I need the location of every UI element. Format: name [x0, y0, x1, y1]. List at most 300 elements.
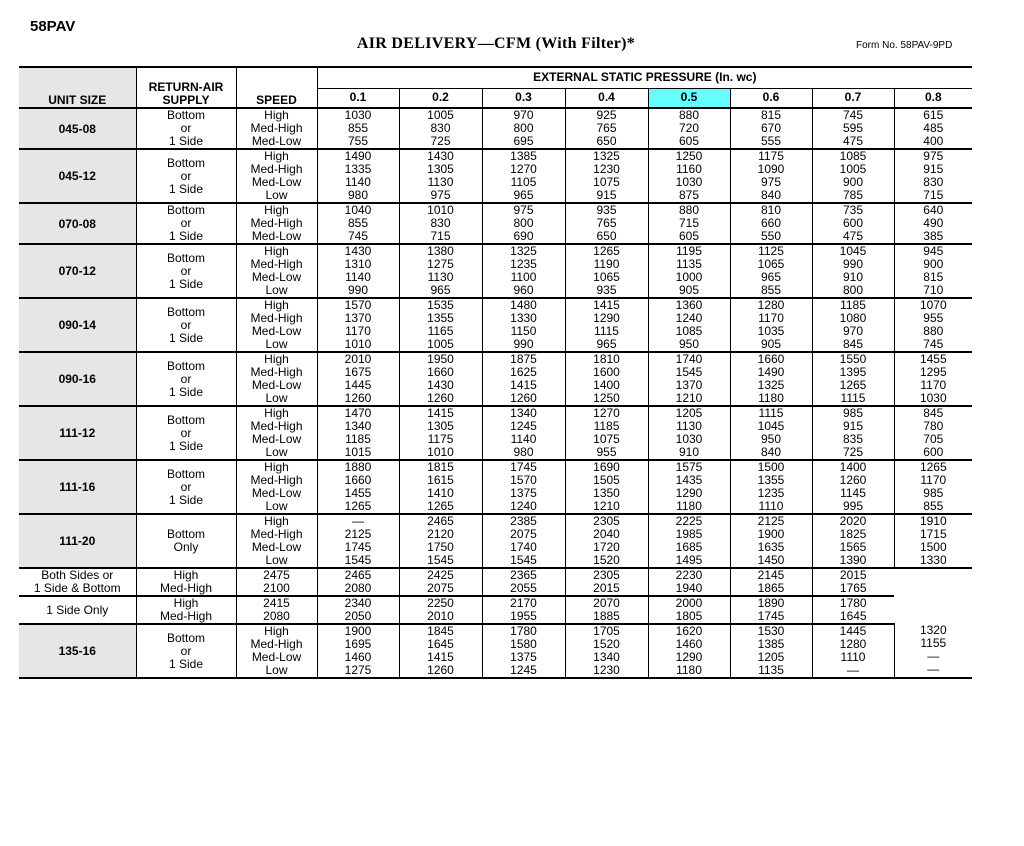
speed-label: Low [265, 445, 288, 459]
cfm-value: 1415 [427, 650, 454, 664]
cfm-value: 1235 [510, 257, 537, 271]
speed-label: Med-Low [251, 175, 302, 189]
table-row [19, 624, 972, 678]
speed-label: Low [265, 188, 288, 202]
cfm-value: 1040 [344, 203, 372, 217]
unit-row-block [19, 596, 972, 624]
cfm-value: 1045 [757, 419, 785, 433]
cfm-value: 800 [513, 216, 534, 230]
cfm-value: 1030 [675, 432, 703, 446]
speed-label: Med-Low [251, 134, 302, 148]
cfm-value: 1390 [839, 553, 867, 567]
cfm-cell [648, 406, 730, 460]
cfm-cell [399, 149, 482, 203]
return-air-line: or [180, 371, 192, 386]
cfm-value: 1250 [593, 391, 620, 405]
cfm-value: 1290 [675, 650, 703, 664]
table-row [19, 149, 972, 203]
cfm-value: 1310 [344, 257, 372, 271]
cfm-value: 1265 [344, 499, 372, 513]
cfm-value: 2305 [593, 514, 620, 528]
cfm-cell [565, 149, 648, 203]
cfm-cell [565, 568, 648, 596]
cfm-value: 2125 [757, 514, 785, 528]
return-air-line: Bottom [166, 527, 205, 541]
cfm-value: 2305 [593, 568, 620, 582]
unit-row-block [19, 460, 972, 514]
cfm-value: 1265 [839, 378, 867, 392]
cfm-value: 1265 [919, 460, 947, 474]
cfm-value: 970 [513, 108, 534, 122]
cfm-value: 725 [430, 134, 451, 148]
speed-cell [236, 203, 317, 244]
pressure-header: 0.1 [317, 88, 399, 108]
cfm-value: 1030 [675, 175, 703, 189]
speed-label: Med-High [250, 311, 303, 325]
cfm-cell [730, 352, 812, 406]
cfm-value: 1330 [510, 311, 537, 325]
cfm-value: 1660 [757, 352, 785, 366]
cfm-value: 880 [923, 324, 944, 338]
cfm-value: 1170 [345, 324, 371, 338]
cfm-value: 595 [842, 121, 864, 135]
cfm-value: 935 [596, 283, 617, 297]
cfm-cell [730, 514, 812, 568]
cfm-value: 990 [842, 257, 864, 271]
cfm-value: 755 [347, 134, 369, 148]
cfm-value: 1940 [675, 581, 703, 595]
cfm-value: 900 [923, 257, 944, 271]
cfm-cell [482, 624, 565, 678]
cfm-cell [730, 244, 812, 298]
cfm-value: 2055 [510, 581, 537, 595]
cfm-cell [894, 244, 972, 298]
return-air-line: 1 Side Only [46, 602, 109, 617]
cfm-value: 2230 [675, 568, 703, 582]
cfm-value: 1240 [510, 499, 537, 513]
table-row [19, 460, 972, 514]
pressure-header: 0.3 [482, 88, 565, 108]
cfm-value: 2145 [757, 568, 785, 582]
cfm-value: 990 [347, 283, 369, 297]
cfm-value: 1745 [344, 540, 372, 554]
cfm-value: 875 [678, 188, 700, 202]
cfm-value: 1270 [510, 162, 537, 176]
cfm-value: 735 [842, 203, 864, 217]
cfm-cell [236, 596, 317, 624]
cfm-value: 2385 [510, 514, 537, 528]
cfm-value: 1160 [676, 162, 702, 176]
cfm-cell [565, 596, 648, 624]
cfm-value: 1115 [758, 406, 784, 420]
cfm-value: 1185 [345, 432, 371, 446]
cfm-value: 1240 [675, 311, 703, 325]
cfm-value: 1875 [510, 352, 537, 366]
cfm-value: 1230 [593, 663, 620, 677]
speed-cell [236, 460, 317, 514]
cfm-value: 845 [923, 406, 944, 420]
cfm-value: 1150 [510, 324, 537, 338]
cfm-value: 1950 [427, 352, 454, 366]
cfm-value: 855 [923, 499, 944, 513]
cfm-cell [482, 244, 565, 298]
unit-size-cell: 090-14 [19, 298, 136, 352]
unit-size-cell: 111-16 [19, 460, 136, 514]
cfm-value: 905 [678, 283, 700, 297]
cfm-cell [812, 514, 894, 568]
cfm-value: 910 [842, 270, 864, 284]
cfm-value: 690 [513, 229, 534, 243]
cfm-value: 1360 [675, 298, 703, 312]
cfm-value: 965 [430, 283, 451, 297]
cfm-value: 1545 [344, 553, 372, 567]
cfm-value: 1105 [510, 175, 537, 189]
return-air-line: or [180, 216, 192, 230]
speed-cell [236, 298, 317, 352]
speed-header: SPEED [236, 67, 317, 108]
cfm-value: 1520 [593, 637, 620, 651]
cfm-cell [812, 624, 894, 678]
table-row [19, 352, 972, 406]
speed-label: Med-Low [251, 324, 302, 338]
cfm-cell [236, 568, 317, 596]
cfm-value: 1000 [675, 270, 703, 284]
table-row [19, 298, 972, 352]
cfm-value: 1090 [757, 162, 785, 176]
cfm-cell [648, 352, 730, 406]
cfm-value: 800 [513, 121, 534, 135]
cfm-value: 1740 [510, 540, 537, 554]
speed-label: High [264, 460, 289, 474]
cfm-cell [730, 149, 812, 203]
speed-label: Med-High [250, 419, 303, 433]
return-air-header-line: SUPPLY [162, 93, 210, 107]
cfm-value: 490 [923, 216, 944, 230]
cfm-value: 1660 [344, 473, 372, 487]
speed-label: Low [265, 283, 288, 297]
cfm-value: 1030 [919, 391, 947, 405]
table-row [19, 514, 972, 568]
unit-size-cell: 135-16 [19, 624, 136, 678]
cfm-cell [317, 352, 399, 406]
return-air-header [136, 67, 236, 108]
cfm-value: 2050 [344, 609, 372, 623]
cfm-value: 400 [923, 134, 944, 148]
cfm-value: 1145 [840, 486, 866, 500]
cfm-value: 1660 [427, 365, 454, 379]
cfm-value: 840 [760, 445, 782, 459]
cfm-value: 2120 [427, 527, 454, 541]
cfm-value: 1180 [676, 663, 702, 677]
cfm-value: 605 [678, 229, 700, 243]
cfm-value: 1535 [427, 298, 454, 312]
cfm-cell [894, 624, 972, 678]
cfm-cell [730, 624, 812, 678]
cfm-value: 960 [513, 283, 534, 297]
cfm-value: 1470 [344, 406, 372, 420]
cfm-value: 1685 [675, 540, 703, 554]
cfm-value: 475 [842, 134, 864, 148]
cfm-value: 1720 [593, 540, 620, 554]
cfm-value: 2020 [839, 514, 867, 528]
return-air-cell [19, 568, 136, 596]
speed-cell [236, 244, 317, 298]
speed-label: Low [265, 663, 288, 677]
return-air-line: Bottom [166, 304, 205, 319]
speed-label: High [264, 298, 289, 312]
cfm-value: 1625 [510, 365, 537, 379]
return-air-line: Bottom [166, 412, 205, 427]
cfm-value: 1430 [427, 149, 454, 163]
cfm-cell [399, 406, 482, 460]
table-header [19, 67, 972, 108]
cfm-value: 1705 [593, 624, 620, 638]
cfm-value: 1900 [344, 624, 372, 638]
cfm-value: 2080 [344, 581, 372, 595]
cfm-value: 1400 [839, 460, 867, 474]
cfm-value: 1065 [757, 257, 785, 271]
cfm-value: 715 [430, 229, 451, 243]
cfm-cell [482, 352, 565, 406]
cfm-value: 975 [923, 149, 944, 163]
cfm-value: 1815 [427, 460, 454, 474]
cfm-value: 945 [923, 244, 944, 258]
cfm-value: 2015 [839, 568, 867, 582]
cfm-cell [482, 514, 565, 568]
cfm-value: 1545 [675, 365, 703, 379]
cfm-value: 1885 [593, 609, 620, 623]
unit-row-block [19, 406, 972, 460]
cfm-value: 1155 [920, 636, 947, 650]
cfm-cell [482, 460, 565, 514]
cfm-value: 2415 [263, 596, 290, 610]
return-air-cell [136, 149, 236, 203]
cfm-value: 935 [596, 203, 617, 217]
cfm-value: 1260 [427, 663, 454, 677]
cfm-cell [482, 149, 565, 203]
return-air-cell [136, 244, 236, 298]
return-air-line: 1 Side [168, 134, 204, 148]
unit-row-block [19, 514, 972, 568]
speed-label: Med-High [250, 216, 303, 230]
unit-size-cell: 070-12 [19, 244, 136, 298]
cfm-value: 1430 [427, 378, 454, 392]
cfm-value: 1435 [675, 473, 703, 487]
cfm-cell [812, 298, 894, 352]
cfm-value: 1110 [840, 650, 866, 664]
speed-label: Med-High [250, 527, 303, 541]
unit-row-block [19, 244, 972, 298]
cfm-value: 1455 [344, 486, 372, 500]
cfm-cell [399, 514, 482, 568]
cfm-value: 1070 [919, 298, 947, 312]
cfm-value: 1415 [427, 406, 454, 420]
unit-size-cell: 045-08 [19, 108, 136, 149]
cfm-cell [399, 568, 482, 596]
return-air-line: 1 Side [168, 492, 204, 507]
cfm-value: 1810 [593, 352, 620, 366]
cfm-cell [648, 624, 730, 678]
cfm-value: 1230 [593, 162, 620, 176]
cfm-value: 1275 [344, 663, 372, 677]
cfm-value: 1645 [427, 637, 454, 651]
cfm-value: 1100 [510, 270, 537, 284]
cfm-value: 1170 [920, 473, 947, 487]
return-air-line: Bottom [166, 155, 205, 170]
cfm-cell [648, 596, 730, 624]
pressure-header: 0.2 [399, 88, 482, 108]
cfm-value: 1250 [675, 149, 703, 163]
return-air-line: or [180, 168, 192, 183]
cfm-value: 1765 [839, 581, 867, 595]
table-row [19, 596, 972, 624]
cfm-value: 1780 [510, 624, 537, 638]
cfm-value: 1550 [839, 352, 867, 366]
return-air-cell [136, 298, 236, 352]
speed-cell [236, 108, 317, 149]
speed-label: Med-High [250, 365, 303, 379]
cfm-value: 1545 [427, 553, 454, 567]
pressure-header: 0.6 [730, 88, 812, 108]
speed-cell [236, 514, 317, 568]
cfm-value: 1205 [675, 406, 703, 420]
cfm-value: 855 [347, 216, 369, 230]
speed-label: High [264, 514, 289, 528]
cfm-value: 1135 [676, 257, 702, 271]
cfm-value: 950 [760, 432, 782, 446]
cfm-value: 975 [760, 175, 782, 189]
cfm-value: 985 [923, 486, 944, 500]
cfm-value: 1985 [675, 527, 703, 541]
return-air-line: Bottom [166, 358, 205, 373]
cfm-value: 715 [923, 188, 944, 202]
cfm-cell [482, 108, 565, 149]
cfm-value: 1375 [510, 486, 537, 500]
cfm-value: 1035 [757, 324, 785, 338]
cfm-cell [648, 298, 730, 352]
return-air-line: Both Sides or [41, 568, 114, 582]
cfm-value: 1130 [676, 419, 702, 433]
cfm-value: 2040 [593, 527, 620, 541]
cfm-cell [565, 624, 648, 678]
speed-cell [236, 149, 317, 203]
speed-label: Med-Low [251, 486, 302, 500]
cfm-value: 1115 [594, 324, 619, 338]
cfm-value: 1480 [510, 298, 537, 312]
cfm-cell [399, 460, 482, 514]
cfm-value: 1415 [510, 378, 537, 392]
speed-label: Low [265, 391, 288, 405]
cfm-value: 1380 [427, 244, 454, 258]
cfm-value: 1635 [757, 540, 785, 554]
cfm-value: 1430 [344, 244, 372, 258]
cfm-cell [648, 460, 730, 514]
cfm-cell [399, 596, 482, 624]
cfm-value: 2100 [263, 581, 290, 595]
cfm-cell [730, 203, 812, 244]
cfm-value: 745 [842, 108, 864, 122]
speed-label: Med-High [159, 581, 213, 595]
cfm-value: 855 [347, 121, 369, 135]
cfm-cell [812, 406, 894, 460]
speed-label: Med-Low [251, 378, 302, 392]
speed-label: Med-High [250, 121, 303, 135]
cfm-value: 1780 [839, 596, 867, 610]
cfm-value: 1385 [510, 149, 537, 163]
cfm-cell [565, 244, 648, 298]
unit-size-cell: 045-12 [19, 149, 136, 203]
cfm-value: 715 [678, 216, 700, 230]
cfm-cell [894, 298, 972, 352]
cfm-value: 1325 [593, 149, 620, 163]
unit-row-block [19, 108, 972, 149]
cfm-value: 1615 [427, 473, 454, 487]
cfm-cell [812, 568, 894, 596]
cfm-cell [317, 514, 399, 568]
cfm-cell [894, 149, 972, 203]
speed-label: High [264, 108, 289, 122]
cfm-cell [648, 149, 730, 203]
unit-size-cell: 090-16 [19, 352, 136, 406]
cfm-value: 1845 [427, 624, 454, 638]
cfm-value: 985 [842, 406, 864, 420]
cfm-value: 1580 [510, 637, 537, 651]
cfm-value: 1010 [427, 445, 454, 459]
return-air-line: Bottom [166, 250, 205, 265]
form-number: Form No. 58PAV-9PD [856, 40, 953, 51]
cfm-value: 1385 [757, 637, 785, 651]
cfm-cell [894, 108, 972, 149]
cfm-value: 1890 [757, 596, 785, 610]
cfm-value: 2465 [427, 514, 454, 528]
cfm-value: 555 [760, 134, 782, 148]
cfm-value: 1355 [757, 473, 785, 487]
cfm-cell [565, 406, 648, 460]
cfm-value: 1450 [757, 553, 785, 567]
cfm-value: 1740 [675, 352, 703, 366]
cfm-cell [399, 298, 482, 352]
unit-row-block [19, 352, 972, 406]
cfm-value: 810 [760, 203, 782, 217]
cfm-value: 970 [842, 324, 864, 338]
cfm-cell [317, 298, 399, 352]
cfm-value: 550 [760, 229, 782, 243]
cfm-value: 815 [760, 108, 782, 122]
cfm-value: 2010 [344, 352, 372, 366]
table-row [19, 406, 972, 460]
cfm-value: 1415 [593, 298, 620, 312]
return-air-line: 1 Side [168, 438, 204, 453]
cfm-value: 1395 [839, 365, 867, 379]
pressure-header-highlighted: 0.5 [648, 88, 730, 108]
cfm-value: 720 [678, 121, 700, 135]
cfm-cell [894, 352, 972, 406]
cfm-value: 1140 [345, 270, 371, 284]
speed-label: Med-High [159, 609, 213, 623]
cfm-value: 830 [430, 216, 451, 230]
cfm-value: 1295 [919, 365, 947, 379]
cfm-cell [565, 352, 648, 406]
cfm-value: 1140 [510, 432, 537, 446]
unit-row-block [19, 149, 972, 203]
return-air-line: Bottom [166, 203, 205, 217]
cfm-value: 1500 [757, 460, 785, 474]
cfm-value: 1030 [344, 108, 372, 122]
cfm-value: 1185 [840, 298, 866, 312]
cfm-value: 2340 [344, 596, 372, 610]
cfm-cell [317, 624, 399, 678]
return-air-line: 1 Side [168, 229, 204, 243]
